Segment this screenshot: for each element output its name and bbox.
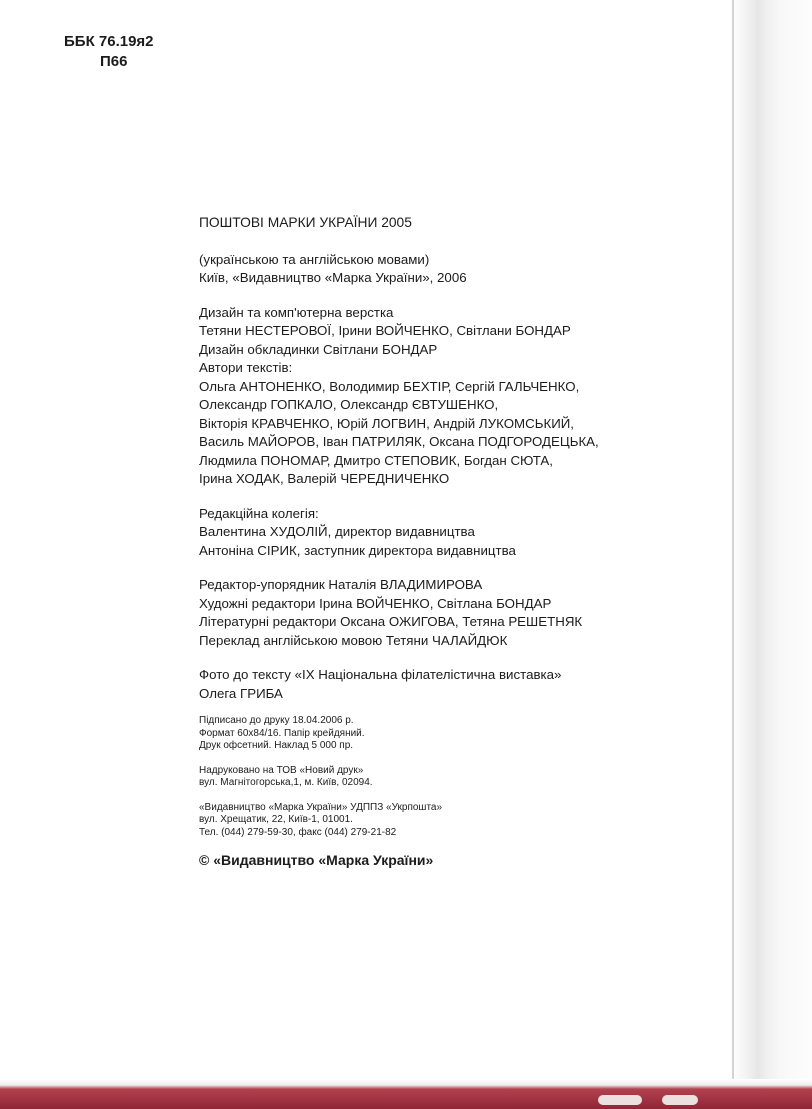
library-classification [64, 32, 154, 72]
publisher-block [199, 802, 699, 840]
book-title: ПОШТОВІ МАРКИ УКРАЇНИ 2005 [199, 215, 412, 230]
bookmark-thread [662, 1095, 698, 1105]
credits-line: Дизайн обкладинки Світлани БОНДАР [199, 341, 438, 357]
edition-line: Київ, «Видавництво «Марка України», 2006 [199, 270, 467, 285]
credits-line: Вікторія КРАВЧЕНКО, Юрій ЛОГВИН, Андрій ЛУКОМСЬКИЙ, [199, 415, 575, 431]
author-mark: П66 [100, 53, 128, 70]
bookmark-thread [598, 1095, 642, 1105]
board-line: Редакційна колегія: [199, 505, 319, 521]
page-fold-line [732, 0, 734, 1080]
printer-line: Надруковано на ТОВ «Новий друк» [199, 764, 364, 776]
publisher-line: вул. Хрещатик, 22, Київ-1, 01001. [199, 814, 353, 825]
editors-line: Редактор-упорядник Наталія ВЛАДИМИРОВА [199, 577, 483, 592]
page-edge-shadow [732, 0, 812, 1080]
publisher-line: «Видавництво «Марка України» УДППЗ «Укрпошта» [199, 801, 443, 813]
photo-credit-block [199, 666, 699, 703]
edition-line: (українською та англійською мовами) [199, 251, 430, 267]
copyright-notice: © «Видавництво «Марка України» [199, 852, 434, 868]
credits-line: Автори текстів: [199, 360, 293, 375]
credits-line: Дизайн та комп'ютерна верстка [199, 304, 394, 320]
edition-block [199, 251, 699, 288]
red-cover-edge [0, 1079, 812, 1109]
printer-block [199, 765, 699, 790]
credits-line: Ірина ХОДАК, Валерій ЧЕРЕДНИЧЕНКО [199, 471, 450, 486]
credits-line: Олександр ГОПКАЛО, Олександр ЄВТУШЕНКО, [199, 397, 499, 412]
credits-line: Тетяни НЕСТЕРОВОЇ, Ірини ВОЙЧЕНКО, Світлани БОНДАР [199, 323, 571, 338]
editors-line: Художні редактори Ірина ВОЙЧЕНКО, Світлана БОНДАР [199, 595, 552, 611]
print-info-line: Друк офсетний. Наклад 5 000 пр. [199, 740, 354, 751]
credits-line: Людмила ПОНОМАР, Дмитро СТЕПОВИК, Богдан СЮТА, [199, 452, 553, 468]
credits-block [199, 304, 699, 489]
printer-line: вул. Магнітогорська,1, м. Київ, 02094. [199, 777, 373, 788]
publisher-line: Тел. (044) 279-59-30, факс (044) 279-21-82 [199, 826, 397, 838]
editorial-board-block [199, 505, 699, 561]
print-info-block [199, 715, 699, 753]
photo-line: Фото до тексту «ІХ Національна філателістична виставка» [199, 667, 562, 682]
photo-line: Олега ГРИБА [199, 685, 283, 701]
board-line: Валентина ХУДОЛІЙ, директор видавництва [199, 524, 475, 539]
print-info-line: Підписано до друку 18.04.2006 р. [199, 715, 354, 726]
imprint-content [199, 214, 699, 870]
editors-line: Літературні редактори Оксана ОЖИГОВА, Тетяна РЕШЕТНЯК [199, 614, 583, 629]
editors-line: Переклад англійською мовою Тетяни ЧАЛАЙДЮК [199, 632, 508, 648]
bbk-code: ББК 76.19я2 [64, 33, 154, 50]
credits-line: Василь МАЙОРОВ, Іван ПАТРИЛЯК, Оксана ПОДГОРОДЕЦЬКА, [199, 434, 599, 449]
credits-line: Ольга АНТОНЕНКО, Володимир БЕХТІР, Сергій ГАЛЬЧЕНКО, [199, 378, 580, 394]
board-line: Антоніна СІРИК, заступник директора видавництва [199, 542, 516, 558]
editors-block [199, 576, 699, 650]
print-info-line: Формат 60x84/16. Папір крейдяний. [199, 727, 365, 739]
